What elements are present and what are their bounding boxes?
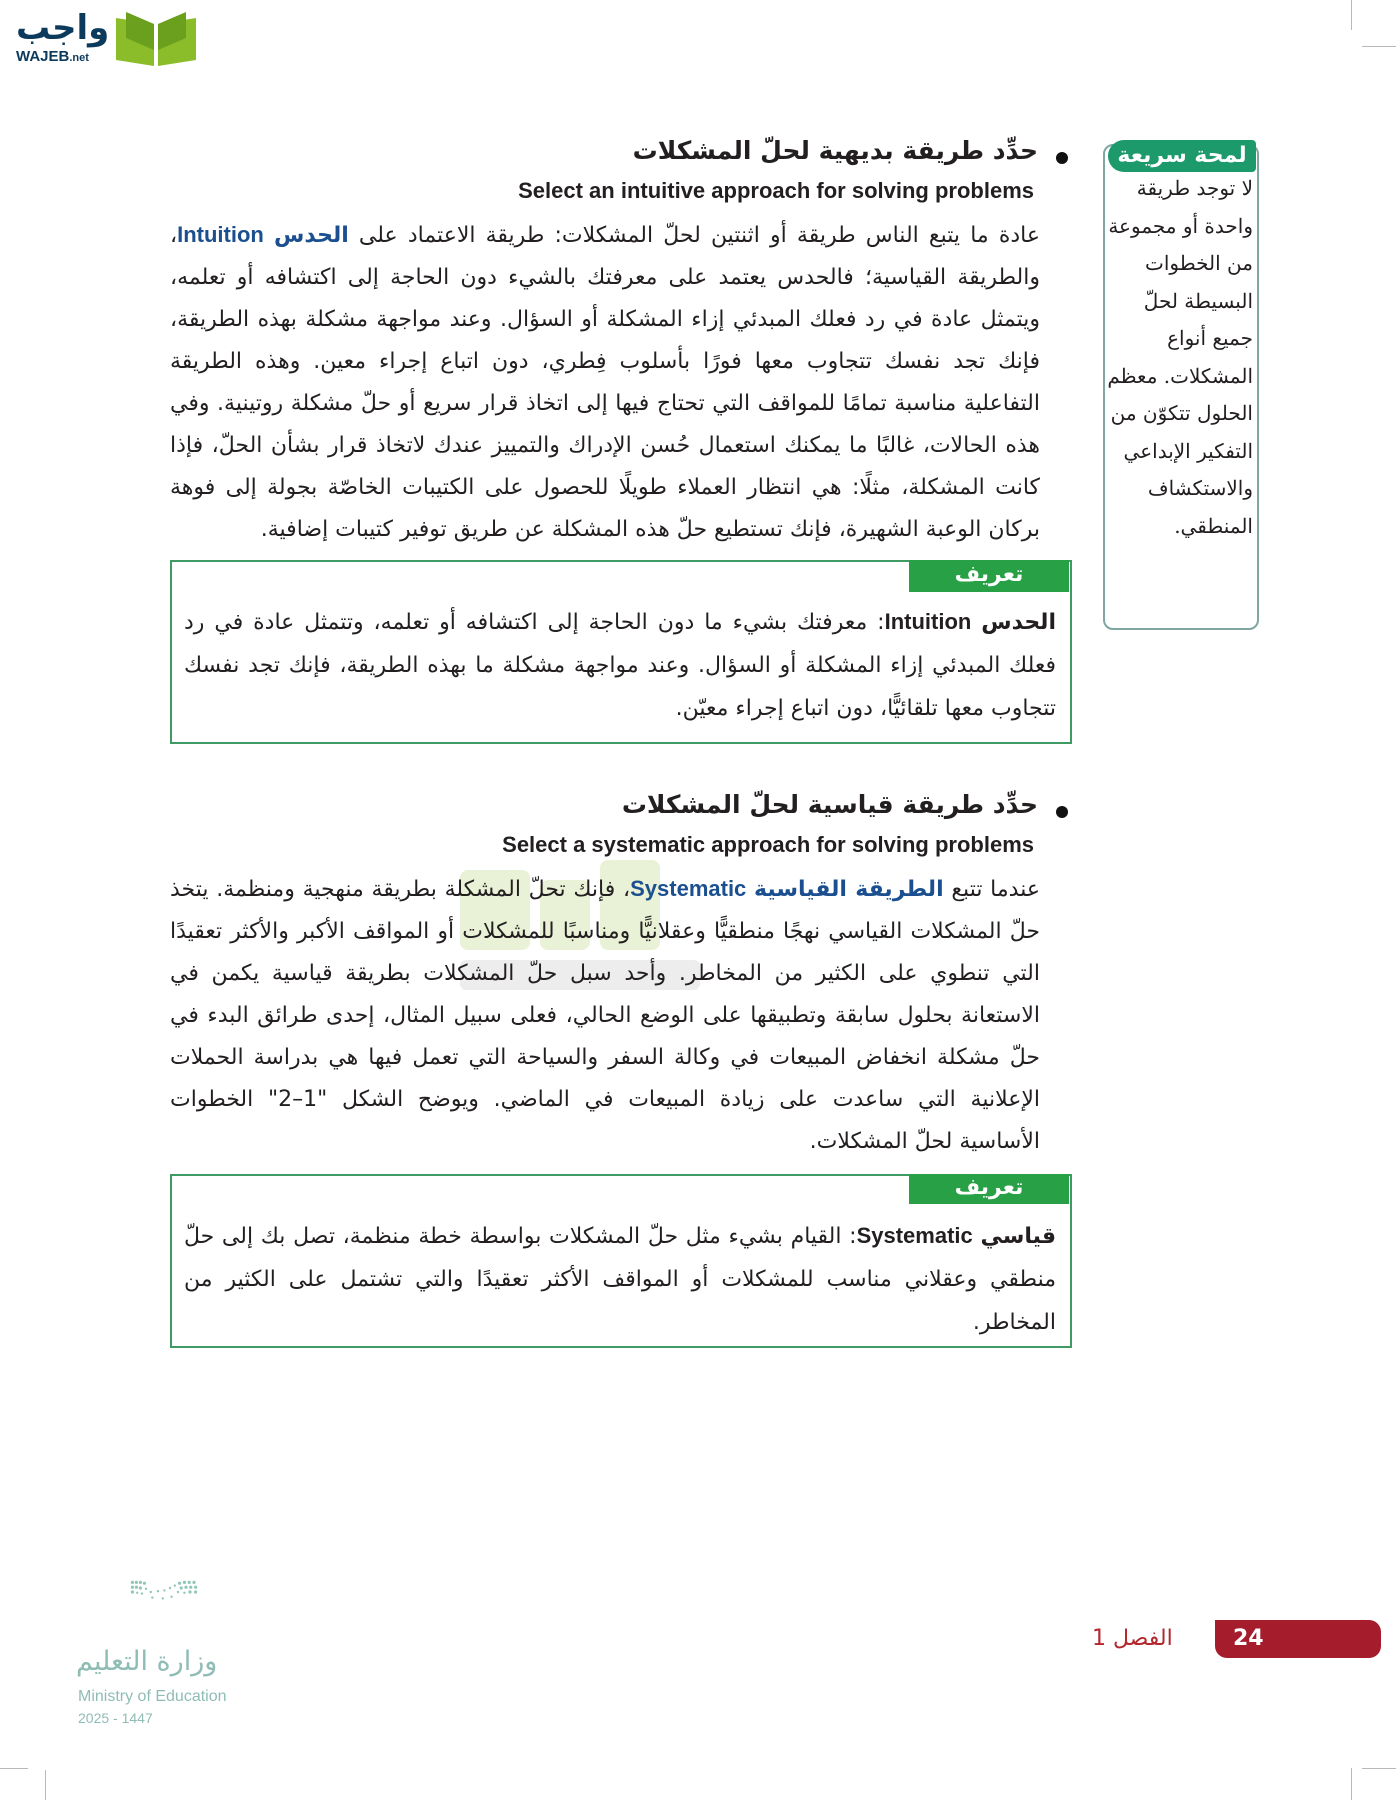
term-intuition-ar: الحدس	[274, 223, 349, 248]
term-systematic-ar: الطريقة القياسية	[754, 877, 944, 902]
quick-glance-text: لا توجد طريقة واحدة أو مجموعة من الخطوات البسيطة لحلّ جميع أنواع المشكلات. معظم الحلول تتكوّن من التفكير الإبداعي والاستكشاف المنطقي.	[1107, 176, 1253, 538]
crop-mark	[1351, 0, 1352, 30]
ministry-logo-icon	[76, 1580, 256, 1640]
crop-mark	[0, 1768, 28, 1769]
wajeb-logo	[12, 6, 192, 68]
crop-mark	[1351, 1768, 1352, 1800]
definition-tab: تعريف	[909, 560, 1069, 592]
ministry-name-en: Ministry of Education	[78, 1688, 227, 1705]
page-number: 24	[1215, 1620, 1381, 1658]
book-icon	[112, 10, 200, 68]
term-intuition-en: Intuition	[177, 222, 264, 247]
term-systematic-en: Systematic	[630, 876, 747, 901]
section1-heading-en: Select an intuitive approach for solving problems	[518, 178, 1034, 203]
section2-heading-en: Select a systematic approach for solving problems	[502, 832, 1034, 857]
logo-english: WAJEB.net	[16, 48, 89, 65]
crop-mark	[1362, 46, 1396, 47]
section2-paragraph: عندما تتبع الطريقة القياسية Systematic، فإنك تحلّ المشكلة بطريقة منهجية ومنظمة. يتخذ حلّ المشكلات القياسي نهجًا منطقيًّا وعقلانيًّا ومناسبًا للمشكلات أو المواقف الأكبر والأكثر تعقيدًا التي تنطوي على الكثير من المخاطر. وأحد سبل حلّ المشكلات بطريقة قياسية يكمن في الاستعانة بحلول سابقة وتطبيقها على الوضع الحالي، فعلى سبيل المثال، إحدى طرائق البدء في حلّ مشكلة انخفاض المبيعات في وكالة السفر والسياحة التي تعمل فيها هي بدراسة الحملات الإعلانية التي ساعدت على زيادة المبيعات في الماضي. ويوضح الشكل "1–2" الخطوات الأساسية لحلّ المشكلات.	[170, 876, 1040, 1154]
bullet-icon	[1056, 806, 1068, 818]
definition-text-systematic: قياسي Systematic: القيام بشيء مثل حلّ المشكلات بواسطة خطة منظمة، تصل بك إلى حلّ منطقي وعقلاني مناسب للمشكلات أو المواقف الأكثر تعقيدًا والتي تشتمل على الكثير من المخاطر.	[184, 1223, 1056, 1335]
bullet-icon	[1056, 152, 1068, 164]
definition-text-intuition: الحدس Intuition: معرفتك بشيء ما دون الحاجة إلى اكتشافه أو تعلمه، وتتمثل عادة في رد فعلك المبدئي إزاء المشكلة أو السؤال. وعند مواجهة مشكلة ما بهذه الطريقة، فإنك تجد نفسك تتجاوب معها تلقائيًّا، دون اتباع إجراء معيّن.	[184, 609, 1056, 721]
crop-mark	[1362, 1768, 1396, 1769]
chapter-label: الفصل 1	[1092, 1626, 1173, 1651]
definition-tab: تعريف	[909, 1174, 1069, 1204]
crop-mark	[45, 1770, 46, 1800]
section2-heading-ar: حدِّد طريقة قياسية لحلّ المشكلات	[621, 790, 1038, 819]
ministry-name-ar: وزارة التعليم	[76, 1646, 218, 1677]
quick-glance-title: لمحة سريعة	[1108, 140, 1256, 172]
ministry-year: 2025 - 1447	[78, 1710, 153, 1726]
logo-arabic: واجب	[16, 8, 110, 48]
section1-paragraph: عادة ما يتبع الناس طريقة أو اثنتين لحلّ المشكلات: طريقة الاعتماد على الحدس Intuition، والطريقة القياسية؛ فالحدس يعتمد على معرفتك بالشيء دون الحاجة إلى اكتشافه أو تعلمه، ويتمثل عادة في رد فعلك المبدئي إزاء المشكلة أو السؤال. وعند مواجهة مشكلة بهذه الطريقة، فإنك تجد نفسك تتجاوب معها فورًا بأسلوب فِطري، دون اتباع إجراء معين. وهذه الطريقة التفاعلية مناسبة تمامًا للمواقف التي تحتاج فيها إلى اتخاذ قرار سريع أو حلّ مشكلة روتينية. وفي هذه الحالات، غالبًا ما يمكنك استعمال حُسن الإدراك والتمييز عندك لاتخاذ قرار بشأن الحلّ، فإذا كانت المشكلة، مثلًا: هي انتظار العملاء طويلًا للحصول على الكتيبات الخاصّة بجولة إلى فوهة بركان الوعبة الشهيرة، فإنك تستطيع حلّ هذه المشكلة عن طريق توفير كتيبات إضافية.	[170, 222, 1040, 542]
section1-heading-ar: حدِّد طريقة بديهية لحلّ المشكلات	[632, 136, 1038, 165]
